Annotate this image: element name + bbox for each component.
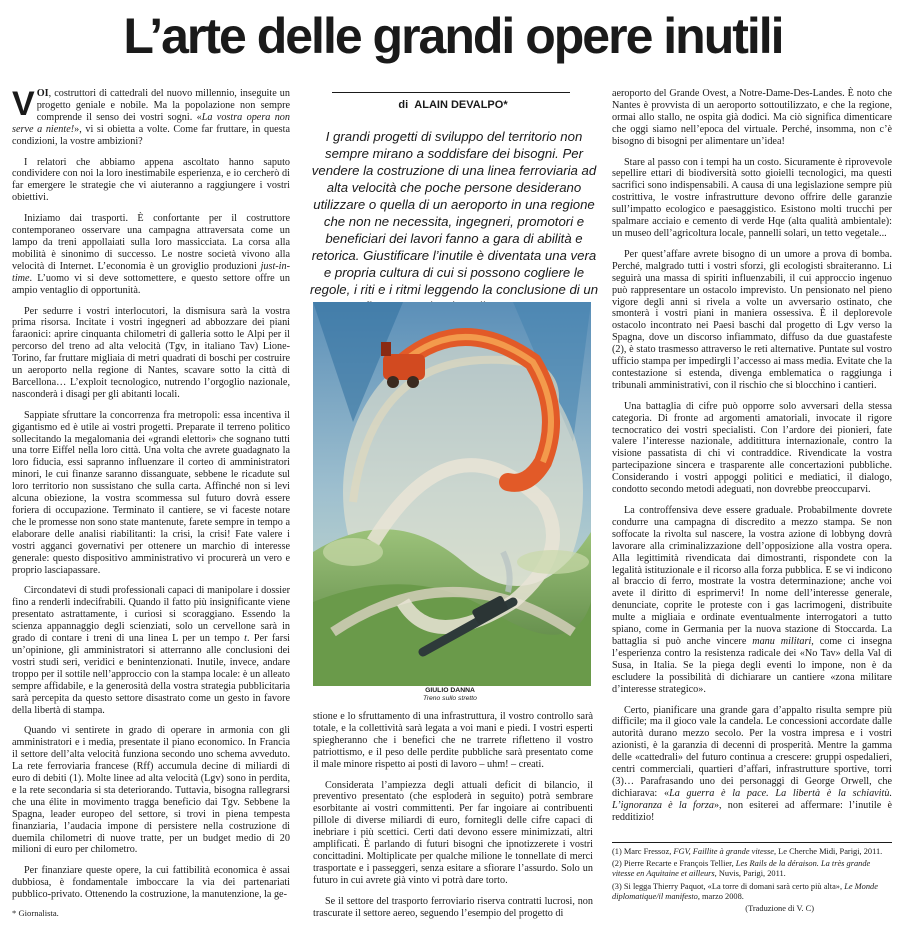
text: , Le Cherche Midi, Parigi, 2011. [773,847,883,856]
text: Certo, pianificare una grande gara d’appalto risulta sempre più difficile; ma il gioco vale la candela. Le concessioni accordate dalle autorità durano mezzo secolo. Per la vostra impresa e i vostri azionisti, è la garanzia di decenni di prosperità. Mentre la gamma delle «cattedrali» del futuro continua a crescere: gruppi ospedalieri, centri commerciali, quartieri d’affari, infrastrutture sportive, torri (3)… Parafrasando uno dei personaggi di George Orwell, che dichiarava: « [612,704,892,799]
paragraph: Per quest’affare avrete bisogno di un umore a prova di bomba. Perché, malgrado tutti i vostri sforzi, gli ecologisti sbraiteranno. Li seguirà una massa di spiriti influenzabili, il cui approccio ingenuo può rappresentare un ostacolo imprevisto. Un pensionato nel pieno vigore degli anni si rivela a volte un avversario ostinato, che smonterà i vostri piani in maniera ossessiva. È il deplorevole ostacolo incontrato nei Paesi baschi dal progetto di Lgv verso la Spagna, dove un discorso infiammato, diffuso da due guastafeste (2), è stato trasmesso attraverso le reti alternative. Puntate sul vostro ufficio stampa per impedirgli l’accesso ai mass media. Evitate che la contestazione si estenda, divenga emblematica o raggiunga i tribunali amministrativi, con il rischio che si blocchino i cantieri. [612,248,892,391]
paragraph: aeroporto del Grande Ovest, a Notre-Dame-Des-Landes. È noto che Nantes è provvista di un aeroporto sottoutilizzato, e che la regione, ormai allo stallo, ne ospita già dodici. Ma ciò significa dimenticare che oggi siamo nell’epoca del virtuale. Perché, insomma, non c’è bisogno di bisogni per alimentare un’idea! [612,88,892,147]
text: , costruttori di cattedrali del nuovo millennio, inseguite un progetto geniale e nobile. Ma la popolazione non sempre comprende il senso dei vostri sogni. « [36,88,290,123]
text: . Per farsi un’opinione, gli amministratori si atterranno alle conclusioni dei vostri studi seri, veridici e benintenzionati. Inutile, invece, andare troppo per il sottile nell’approccio con la stampa locale: è un alleato sempre affidabile, e la generosità della vostra strategia pubblicitaria sarà percepita da questo settore disastrato come un gesto in favore della libertà di stampa. [12,633,290,716]
footnote [612,882,894,902]
paragraph: Per sedurre i vostri interlocutori, la dismisura sarà la vostra prima risorsa. Incitate i vostri ingegneri ad abbozzare dei piani faraonici: aprire cinquanta chilometri di galleria sotto le Alpi per il percorso del treno ad alta velocità (Tgv, in italiano Tav) Lione-Torino, far fruttare migliaia di metri quadrati di boschi per costruire un aeroporto nella regione di Nantes, scavare sotto la città di Barcellona… L’exploit tecnologico, nutrendo l’orgoglio nazionale, nasconderà i disagi per gli abitanti locali. [12,305,290,400]
text: Si legga Thierry Paquot, «La torre di domani sarà certo più alta», [623,881,845,891]
lead-word: OI [36,88,49,99]
paragraph [612,705,892,824]
byline [300,99,606,111]
quote: La vostra opera non serve a niente! [12,111,290,135]
text: Pierre Recarte e François Tellier, [623,859,736,869]
column-3 [612,88,892,833]
text: . L’uomo vi si deve sottomettere, e questo settore offre un ampio ventaglio di opportunità. [12,272,290,296]
paragraph: I relatori che abbiamo appena ascoltato hanno saputo condividere con noi la loro inestimabile esperienza, e io cercherò di far emergere le strategie che vi aiuteranno a raggiungere i vostri obiettivi. [12,156,290,204]
image-caption [400,687,500,703]
paragraph [612,505,892,696]
emphasis: just-in-time [12,260,290,284]
paragraph: Stare al passo con i tempi ha un costo. Sicuramente è riprovevole sepellire ettari di biodiversità sotto gioielli tecnologici, ma questi sacrifici sono indispensabili. A causa di una legislazione sempre più costrittiva, le vostre infrastrutture devono offrire delle garanzie sull’impatto ecologico e paesaggistico. Esistono molti trucchi per spalmare acciaio e cemento di verde Hqe (alta qualità ambientale): un museo dell’agricoltura locale, pannelli solari, un tetto vegetale... [612,156,892,239]
column-2 [313,711,593,929]
column-1 [12,85,290,910]
caption-title: Treno sullo stretto [423,695,477,702]
byline-rule [332,92,570,93]
paragraph: stione e lo sfruttamento di una infrastruttura, il vostro controllo sarà totale, e la collettività sarà legata a voi mani e piedi. I vostri esperti spiegheranno che i benefici che ne trarrete rifletteno il vostro patriottismo, e il peso delle perdite pubbliche sarà presentato come il male minore rispetto ai posti di lavoro – uhm! – creati. [313,711,593,770]
paragraph [12,85,290,148]
paragraph: Una battaglia di cifre può opporre solo avversari della stessa categoria. Di fronte ad argomenti amatoriali, invocate il rigore tecnocratico dei vostri specialisti. Con l’ardore dei pionieri, fate valere l’interesse nazionale, additittura internazionale, contro la visione passatista di chi vi contraddice. Rivendicate la vostra partecipazione sincera e trasparente alle concertazioni pubbliche. Considerando i vostri appoggi politici e mediatici, il dialogo, condotto secondo metodi adeguati, non dovrebbe preoccuparvi. [612,400,892,496]
text: », non esiterei ad affermare: l’inutile è redditizio! [612,799,892,823]
caption-artist: GIULIO DANNA [425,687,475,694]
dropcap: V [12,85,35,123]
text: , come ci insegna l’esperienza contro la resistenza radicale dei «No Tav» della Val di Susa, in Italia. Se la piega degli eventi lo impone, non è da escludere la possibilità di dichiarare un cantiere «zona militare d’interesse strategico». [612,635,892,695]
text: », vi si obietta a volte. Come far fruttare, in questa condizioni, la vostre ambizioni? [12,123,290,147]
footnote-number: (3) [612,881,622,891]
paragraph: Per finanziare queste opere, la cui fattibilità economica è assai dubbiosa, è fondamentale imboccare la via dei partenariati pubblico-privato. Ottenendo la costruzione, la manutenzione, la ge- [12,865,290,901]
text: Iniziamo dai trasporti. È confortante per il costruttore contemporaneo osservare una campagna attraversata come un lampo da treni appollaiati sulla loro massicciata. La corsa alla mobilità è sinonimo di successo. Le nostre società vivono alla velocità di Internet. L’economia è un groviglio produzioni [12,213,290,272]
paragraph [12,213,290,296]
emphasis: FGV, Faillite à grande vitesse [673,847,774,856]
lead-paragraph: I grandi progetti di sviluppo del territorio non sempre mirano a soddisfare dei bisogni. Per vendere la costruzione di una linea ferroviaria ad alta velocità che poche persone desiderano utilizzare o quella di un aeroporto in una regione che non ne necessita, ingegneri, promotori e beneficiari dei lavori fanno a gara di abilità e retorica. Giustificare l’inutile è diventata una vera e propria cultura di cui si possono cogliere le regole, i riti e i ritmi leggendo la conclusione di un [309,129,599,297]
byline-author: ALAIN DEVALPO* [414,99,508,111]
author-note: * Giornalista. [12,908,59,918]
paragraph: Considerata l’ampiezza degli attuali deficit di bilancio, il preventivo presentato (che esploderà in seguito) potrà sembrare esorbitante ai vostri committenti. Per far ingoiare ai contribuenti pillole di diverse miliardi di euro, fornitegli delle cifre capaci di inebriare i più scettici. Certi dati devono essere minimizzati, altri amplificati. È parlando di futuri bisogni che ipnotizzerete i vostri concittadini. Moltiplicate per qualche milione le tonnellate di merci trasportate e i passeggeri, senza esitare a sfiorare l’assurdo. Solo un futuro in cui avrete già vinto vi potrà dare torto. [313,779,593,886]
footnote-number: (1) [612,847,622,856]
text: La controffensiva deve essere graduale. Probabilmente dovrete condurre una campagna di discredito a mezzo stampa. Se non soffocate la rivolta sul nascere, la vostra azione di lobbyng dovrà lavorare alla criminalizzazione dell’opposizione alla vostra opera. Alla legittimità rivendicata dai dimostranti, rispondete con la legalità istituzionale e il ricorso alla forza pubblica. E se vi indicono al braccio di ferro, mostrate la vostra determinazione; anche voi avete il diritto di esprimervi! In nome dell’interesse generale, denunciate, coprite le proteste con i gas lacrimogeni, distribuite multe a migliaia e ordinate eventualmente interrogatori a tutto spiano, come in Germania per la nuova stazione di Stoccarda. La battaglia si può anche vincere [612,505,892,647]
footnote-rule [612,842,892,843]
paragraph: Sappiate sfruttare la concorrenza fra metropoli: essa incentiva il gigantismo ed è utile ai vostri progetti. Preparate il terreno politico sollecitando la megalomania dei «grandi elettori» che sognano tutti una torre Eiffel nella loro città. Una volta che avrete guadagnato la loro fiducia, essi sapranno influenzare il corteo di amministratori minori, le cui finanze saranno dissanguate, sebbene le ricadute sul loro territorio non sussistano che sulla carta. Affinché non si levi alcuna obiezione, la vostra scommessa sul futuro dovrà essere foriera di occupazione. Terminato il cantiere, se vi faceste notare che le promesse non sono state mantenute, farete sempre in tempo a elaborare delle analisi riabilitanti: la crisi, la crisi! Fate valere i vostri agganci governativi per ottenere un marchio di interesse generale: questo dispositivo amministrativo vi procurerà un vero e proprio lasciapassare. [12,409,290,576]
footnote-number: (2) [612,859,622,869]
text: Circondatevi di studi professionali capaci di manipolare i dossier fino a renderli indecifrabili. Quando il fatto più insignificante viene presentato astrattamente, i curiosi si scoraggiano. Essendo la scienza appannaggio degli scienziati, solo un cervellone sarà in grado di contare i treni di una linea L per un tempo [12,585,290,645]
translation-credit: (Traduzione di V. C) [745,904,814,914]
paragraph: Quando vi sentirete in grado di operare in armonia con gli amministratori e i media, presentate il piano economico. In Francia il settore dell’alta velocità funziona secondo uno schema avveduto. La rete ferroviaria francese (Rff) accumula decine di miliardi di euro di debiti (1). Molte linee ad alta velocità (Lgv) sono in perdita, e la rete secondaria si sta deteriorando. Tuttavia, bisogna rallegrarsi che una élite in movimento tragga beneficio dai Tgv. Sebbene la Spagna, leader europeo del settore, si trovi in piena tempesta finanziaria, l’audacia impone di persistere nella costruzione di duemila chilometri di nuove tratte, per un budget medio di 20 milioni di euro per chilometro. [12,725,290,856]
emphasis: Les Rails de la déraison. La très grande vitesse en Aquitaine et ailleurs [612,859,871,879]
paragraph [12,585,290,716]
emphasis: manu militari [752,635,812,647]
emphasis: La guerra è la pace. La libertà è la schiavitù. L’ignoranza è la forza [612,787,892,811]
emphasis: t [244,633,247,645]
headline: L’arte delle grandi opere inutili [123,8,783,64]
byline-prefix: di [398,99,409,111]
footnote [612,847,894,857]
painting-svg [313,302,591,686]
emphasis: Le Monde diplomatique/il manifesto [612,881,878,901]
footnote [612,859,894,879]
text: , Nuvis, Parigi, 2011. [714,869,786,879]
text: , marzo 2008. [697,891,744,901]
text: Marc Fressoz, [623,847,674,856]
footnotes [612,847,894,916]
painting-illustration [313,302,591,686]
paragraph: Se il settore del trasporto ferroviario riserva contratti lucrosi, non trascurate il settore aereo, seguendo l’esempio del progetto di [313,895,593,919]
